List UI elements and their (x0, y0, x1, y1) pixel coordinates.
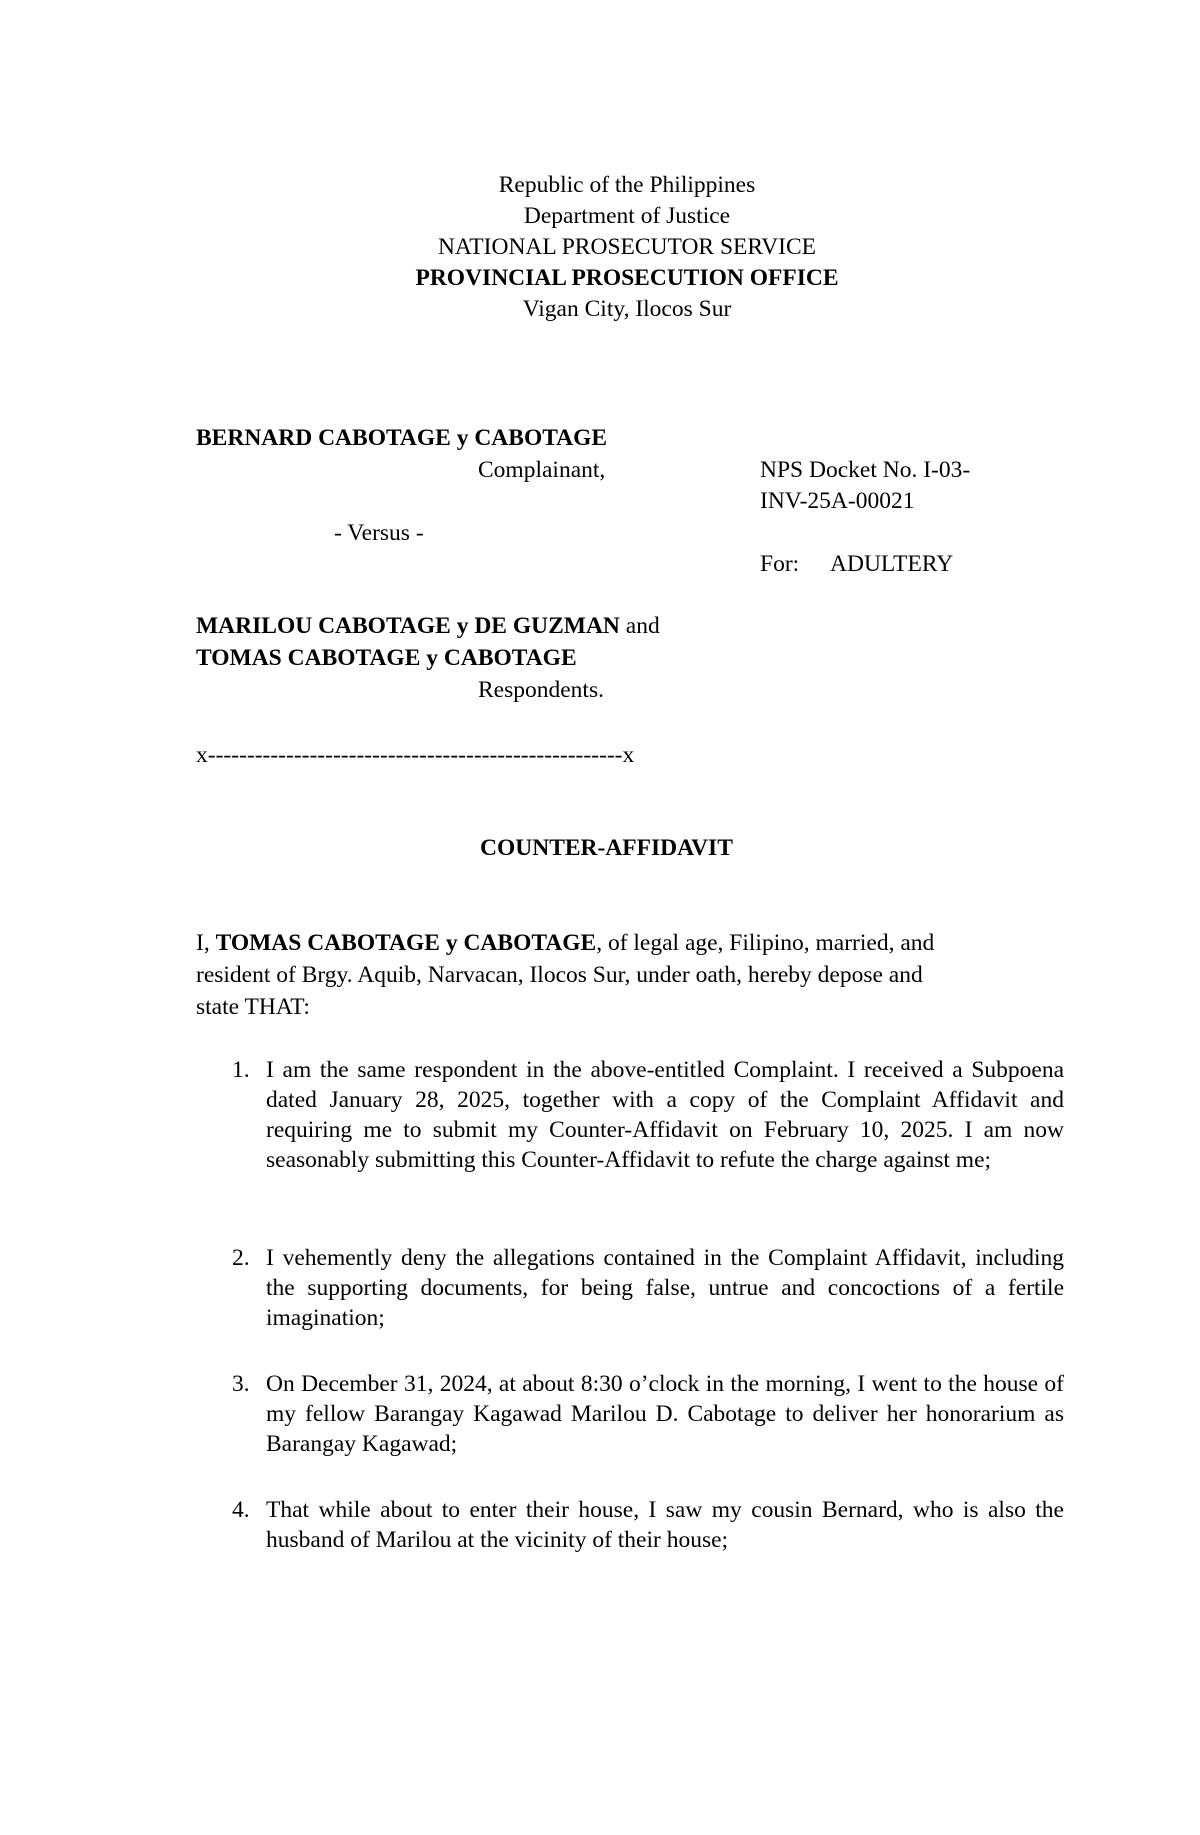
intro-prefix: I, (196, 930, 216, 956)
charge-for-label: For: (760, 551, 800, 577)
respondents-label: Respondents. (478, 677, 604, 703)
letterhead-department: Department of Justice (523, 203, 731, 229)
letterhead (0, 170, 1200, 325)
intro-line1-rest: , of legal age, Filipino, married, and (596, 930, 935, 956)
list-item-number: 2. (232, 1245, 250, 1271)
list-item-number: 3. (232, 1371, 250, 1397)
letterhead-republic: Republic of the Philippines (498, 172, 756, 198)
caption-separator: x-----------------------------------------------------x (196, 742, 635, 768)
list-item-number: 4. (232, 1497, 250, 1523)
respondent2-name: TOMAS CABOTAGE y CABOTAGE (196, 645, 577, 671)
docket-number-line2: INV-25A-00021 (760, 488, 915, 514)
respondent1-name: MARILOU CABOTAGE y DE GUZMAN (196, 613, 620, 639)
affiant-name: TOMAS CABOTAGE y CABOTAGE (215, 930, 597, 956)
respondent1-and: and (619, 613, 660, 639)
list-item-text: That while about to enter their house, I saw my cousin Bernard, who is also the husband of Marilou at the vicinity of their house; (266, 1497, 1064, 1553)
intro-line3: state THAT: (196, 994, 310, 1020)
letterhead-office: PROVINCIAL PROSECUTION OFFICE (415, 265, 839, 291)
charge-value: ADULTERY (830, 551, 954, 577)
complainant-name: BERNARD CABOTAGE y CABOTAGE (196, 425, 608, 451)
list-item-text: I am the same respondent in the above-entitled Complaint. I received a Subpoena dated January 28, 2025, together with a copy of the Complaint Affidavit and requiring me to submit my Counter-Affidavit on February 10, 2025. I am now seasonably submitting this Counter-Affidavit to refute the charge against me; (266, 1057, 1064, 1173)
versus-label: - Versus - (334, 520, 424, 546)
list-item-text: On December 31, 2024, at about 8:30 o’clock in the morning, I went to the house of my fellow Barangay Kagawad Marilou D. Cabotage to deliver her honorarium as Barangay Kagawad; (266, 1371, 1064, 1457)
complainant-label: Complainant, (478, 457, 606, 483)
letterhead-location: Vigan City, Ilocos Sur (522, 296, 732, 322)
docket-number-line1: NPS Docket No. I-03- (760, 457, 971, 483)
intro-line1 (196, 928, 934, 958)
respondent1-line (196, 611, 660, 641)
list-item-number: 1. (232, 1057, 250, 1083)
intro-line2: resident of Brgy. Aquib, Narvacan, Ilocos Sur, under oath, hereby depose and (196, 962, 923, 988)
letterhead-service: NATIONAL PROSECUTOR SERVICE (437, 234, 817, 260)
list-item-text: I vehemently deny the allegations contained in the Complaint Affidavit, including the supporting documents, for being false, untrue and concoctions of a fertile imagination; (266, 1245, 1064, 1331)
document-title: COUNTER-AFFIDAVIT (480, 835, 733, 861)
